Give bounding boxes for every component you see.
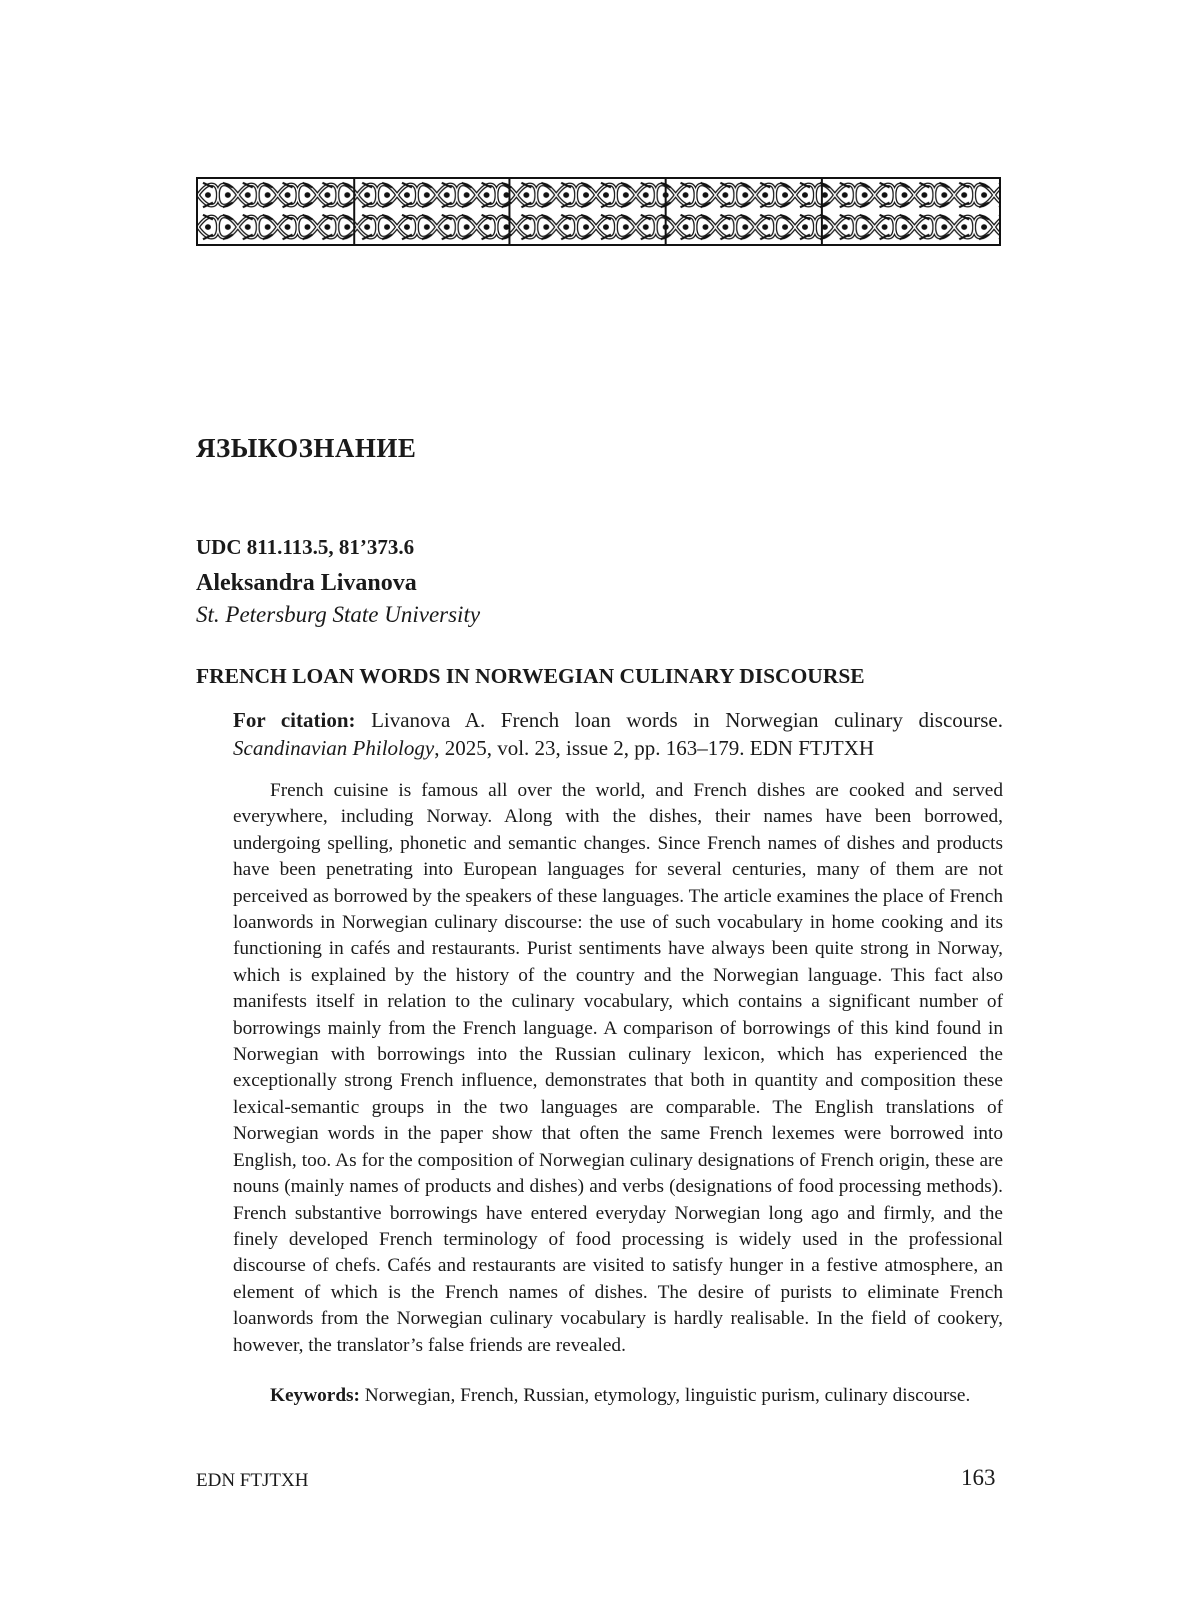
- article-title: FRENCH LOAN WORDS IN NORWEGIAN CULINARY DISCOURSE: [196, 664, 865, 688]
- keywords-block: [233, 1383, 1003, 1409]
- citation-text: Livanova A. French loan words in Norwegian culinary discourse.: [371, 708, 1004, 732]
- page-number: 163: [961, 1465, 996, 1490]
- udc-code: UDC 811.113.5, 81’373.6: [196, 535, 415, 559]
- abstract-text: French cuisine is famous all over the world, and French dishes are cooked and served everywhere, including Norway. Along with the dishes, their names have been borrowed, undergoing spelling, phonetic and semantic changes. Since French names of dishes and products have been penetrating into European languages for several centuries, many of them are not perceived as borrowed by the speakers of these languages. The article examines the place of French loanwords in Norwegian culinary discourse: the use of such vocabulary in home cooking and its functioning in cafés and restaurants. Purist sentiments have always been quite strong in Norway, which is explained by the history of the country and the Norwegian language. This fact also manifests itself in relation to the culinary vocabulary, which contains a significant number of borrowings mainly from the French language. A comparison of borrowings of this kind found in Norwegian with borrowings into the Russian culinary lexicon, which has experienced the exceptionally strong French influence, demonstrates that both in quantity and composition these lexical-semantic groups in the two languages are comparable. The English translations of Norwegian words in the paper show that often the same French lexemes were borrowed into English, too. As for the composition of Norwegian culinary designations of French origin, these are nouns (mainly names of products and dishes) and verbs (designations of food processing methods). French substantive borrowings have entered everyday Norwegian long ago and firmly, and the finely developed French terminology of food processing is widely used in the professional discourse of chefs. Cafés and restaurants are visited to satisfy hunger in a festive atmosphere, an element of which is the French names of dishes. The desire of purists to eliminate French loanwords from the Norwegian culinary vocabulary is hardly realisable. In the field of cookery, however, the translator’s false friends are revealed.: [233, 780, 1003, 1356]
- citation-label: For citation:: [233, 708, 356, 732]
- keywords-text: Norwegian, French, Russian, etymology, linguistic purism, culinary discourse.: [364, 1385, 971, 1406]
- citation-details: , 2025, vol. 23, issue 2, pp. 163–179. EDN FTJTXH: [434, 736, 875, 760]
- journal-name: Scandinavian Philology: [233, 736, 435, 760]
- footer-edn: EDN FTJTXH: [196, 1470, 309, 1491]
- author-name: Aleksandra Livanova: [196, 570, 417, 596]
- decorative-knotwork-banner: [196, 177, 1001, 246]
- citation-block: [233, 706, 1003, 762]
- section-heading: ЯЗЫКОЗНАНИЕ: [196, 433, 417, 463]
- knotwork-ornament-icon: [198, 179, 999, 244]
- keywords-label: Keywords:: [270, 1385, 360, 1406]
- author-affiliation: St. Petersburg State University: [196, 602, 481, 627]
